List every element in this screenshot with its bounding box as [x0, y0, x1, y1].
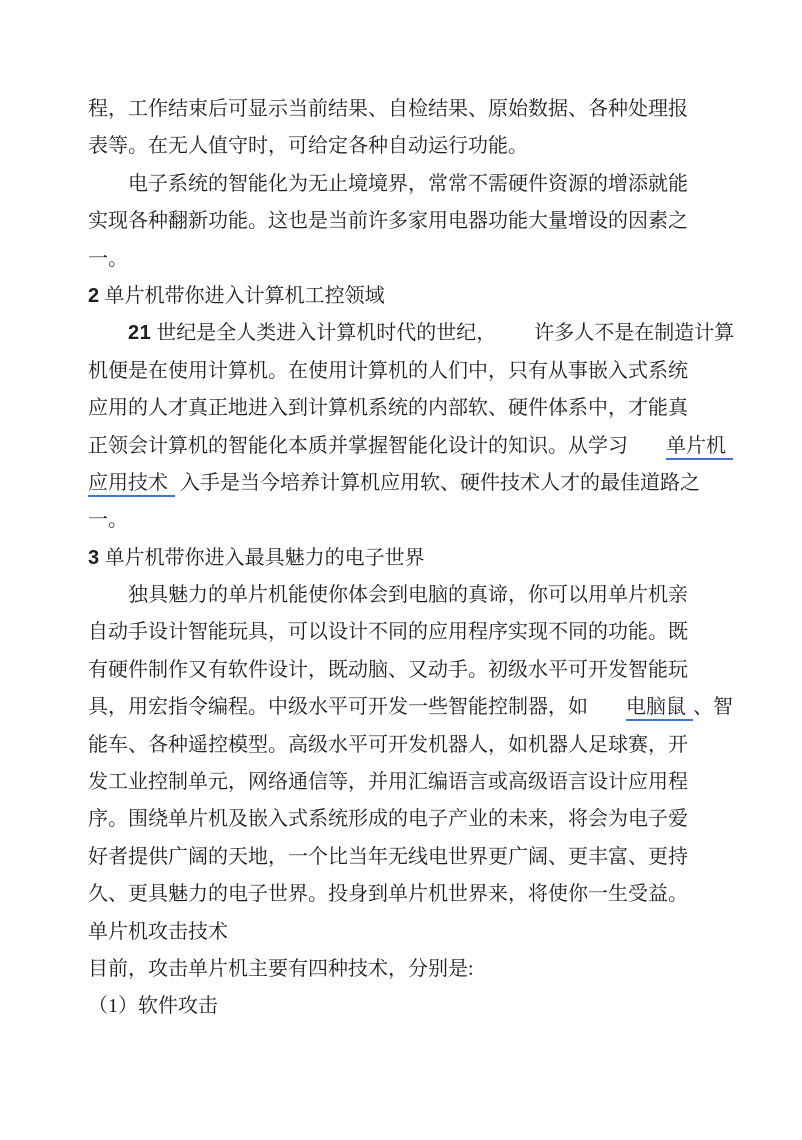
document-body — [88, 91, 742, 1026]
text-line — [88, 727, 742, 764]
text-run: 发工业控制单元，网络通信等，并用汇编语言或高级语言设计应用程 — [88, 771, 688, 794]
text-line — [88, 801, 742, 838]
text-run: 机便是在使用计算机。在使用计算机的人们中，只有从事嵌入式系统 — [88, 359, 688, 382]
text-line — [88, 203, 742, 240]
text-line — [88, 914, 742, 951]
text-line — [88, 278, 742, 315]
hyperlink[interactable]: 单片机 — [666, 435, 733, 460]
text-line — [88, 128, 742, 165]
text-line — [88, 315, 742, 352]
text-line — [88, 390, 742, 427]
text-line — [88, 652, 742, 689]
text-run: 有硬件制作又有软件设计，既动脑、又动手。初级水平可开发智能玩 — [88, 658, 688, 681]
text-line — [88, 988, 742, 1025]
text-run: （1）软件攻击 — [88, 995, 218, 1018]
text-run: 具，用宏指令编程。中级水平可开发一些智能控制器，如 — [88, 696, 588, 719]
text-line — [88, 764, 742, 801]
text-run: 单片机带你进入最具魅力的电子世界 — [99, 546, 425, 569]
text-run: 电子系统的智能化为无止境境界，常常不需硬件资源的增添就能 — [128, 172, 688, 195]
text-line — [88, 353, 742, 390]
text-run: 、智 — [693, 696, 733, 719]
text-run: 应用的人才真正地进入到计算机系统的内部软、硬件体系中，才能真 — [88, 397, 688, 420]
text-run: 单片机攻击技术 — [88, 920, 228, 943]
hyperlink[interactable]: 电脑鼠 — [626, 696, 693, 721]
text-run: 独具魅力的单片机能使你体会到电脑的真谛，你可以用单片机亲 — [128, 584, 688, 607]
text-line — [88, 577, 742, 614]
text-run: 能车、各种遥控模型。高级水平可开发机器人，如机器人足球赛，开 — [88, 733, 688, 756]
text-line — [88, 614, 742, 651]
section-number: 21 — [128, 322, 152, 345]
text-line — [88, 502, 742, 539]
text-run: 许多人不是在制造计算 — [534, 322, 735, 345]
text-run: 自动手设计智能玩具，可以设计不同的应用程序实现不同的功能。既 — [88, 621, 688, 644]
text-line — [88, 465, 742, 502]
text-run: 一。 — [88, 509, 128, 532]
text-line — [88, 540, 742, 577]
text-line — [88, 166, 742, 203]
section-number: 2 — [88, 284, 100, 307]
text-line — [88, 428, 742, 465]
text-run: 单片机带你进入计算机工控领域 — [99, 284, 385, 307]
text-run: 好者提供广阔的天地，一个比当年无线电世界更广阔、更丰富、更持 — [88, 845, 688, 868]
hyperlink[interactable]: 应用技术 — [88, 472, 175, 497]
text-line — [88, 689, 742, 726]
text-line — [88, 876, 742, 913]
text-run: 久、更具魅力的电子世界。投身到单片机世界来，将使你一生受益。 — [88, 883, 688, 906]
text-line — [88, 951, 742, 988]
text-line — [88, 91, 742, 128]
text-run: 序。围绕单片机及嵌入式系统形成的电子产业的未来，将会为电子爱 — [88, 808, 688, 831]
text-run: 目前，攻击单片机主要有四种技术，分别是: — [88, 957, 474, 980]
text-run: 世纪是全人类进入计算机时代的世纪， — [151, 322, 497, 345]
text-run: 程，工作结束后可显示当前结果、自检结果、原始数据、各种处理报 — [88, 98, 688, 120]
text-run: 一。 — [88, 247, 128, 270]
text-run: 入手是当今培养计算机应用软、硬件技术人才的最佳道路之 — [175, 471, 700, 494]
text-run: 表等。在无人值守时，可给定各种自动运行功能。 — [88, 135, 528, 158]
text-run: 实现各种翻新功能。这也是当前许多家用电器功能大量增设的因素之 — [88, 210, 688, 233]
section-number: 3 — [88, 546, 100, 569]
text-line — [88, 839, 742, 876]
text-line — [88, 241, 742, 278]
text-run: 正领会计算机的智能化本质并掌握智能化设计的知识。从学习 — [88, 434, 628, 457]
